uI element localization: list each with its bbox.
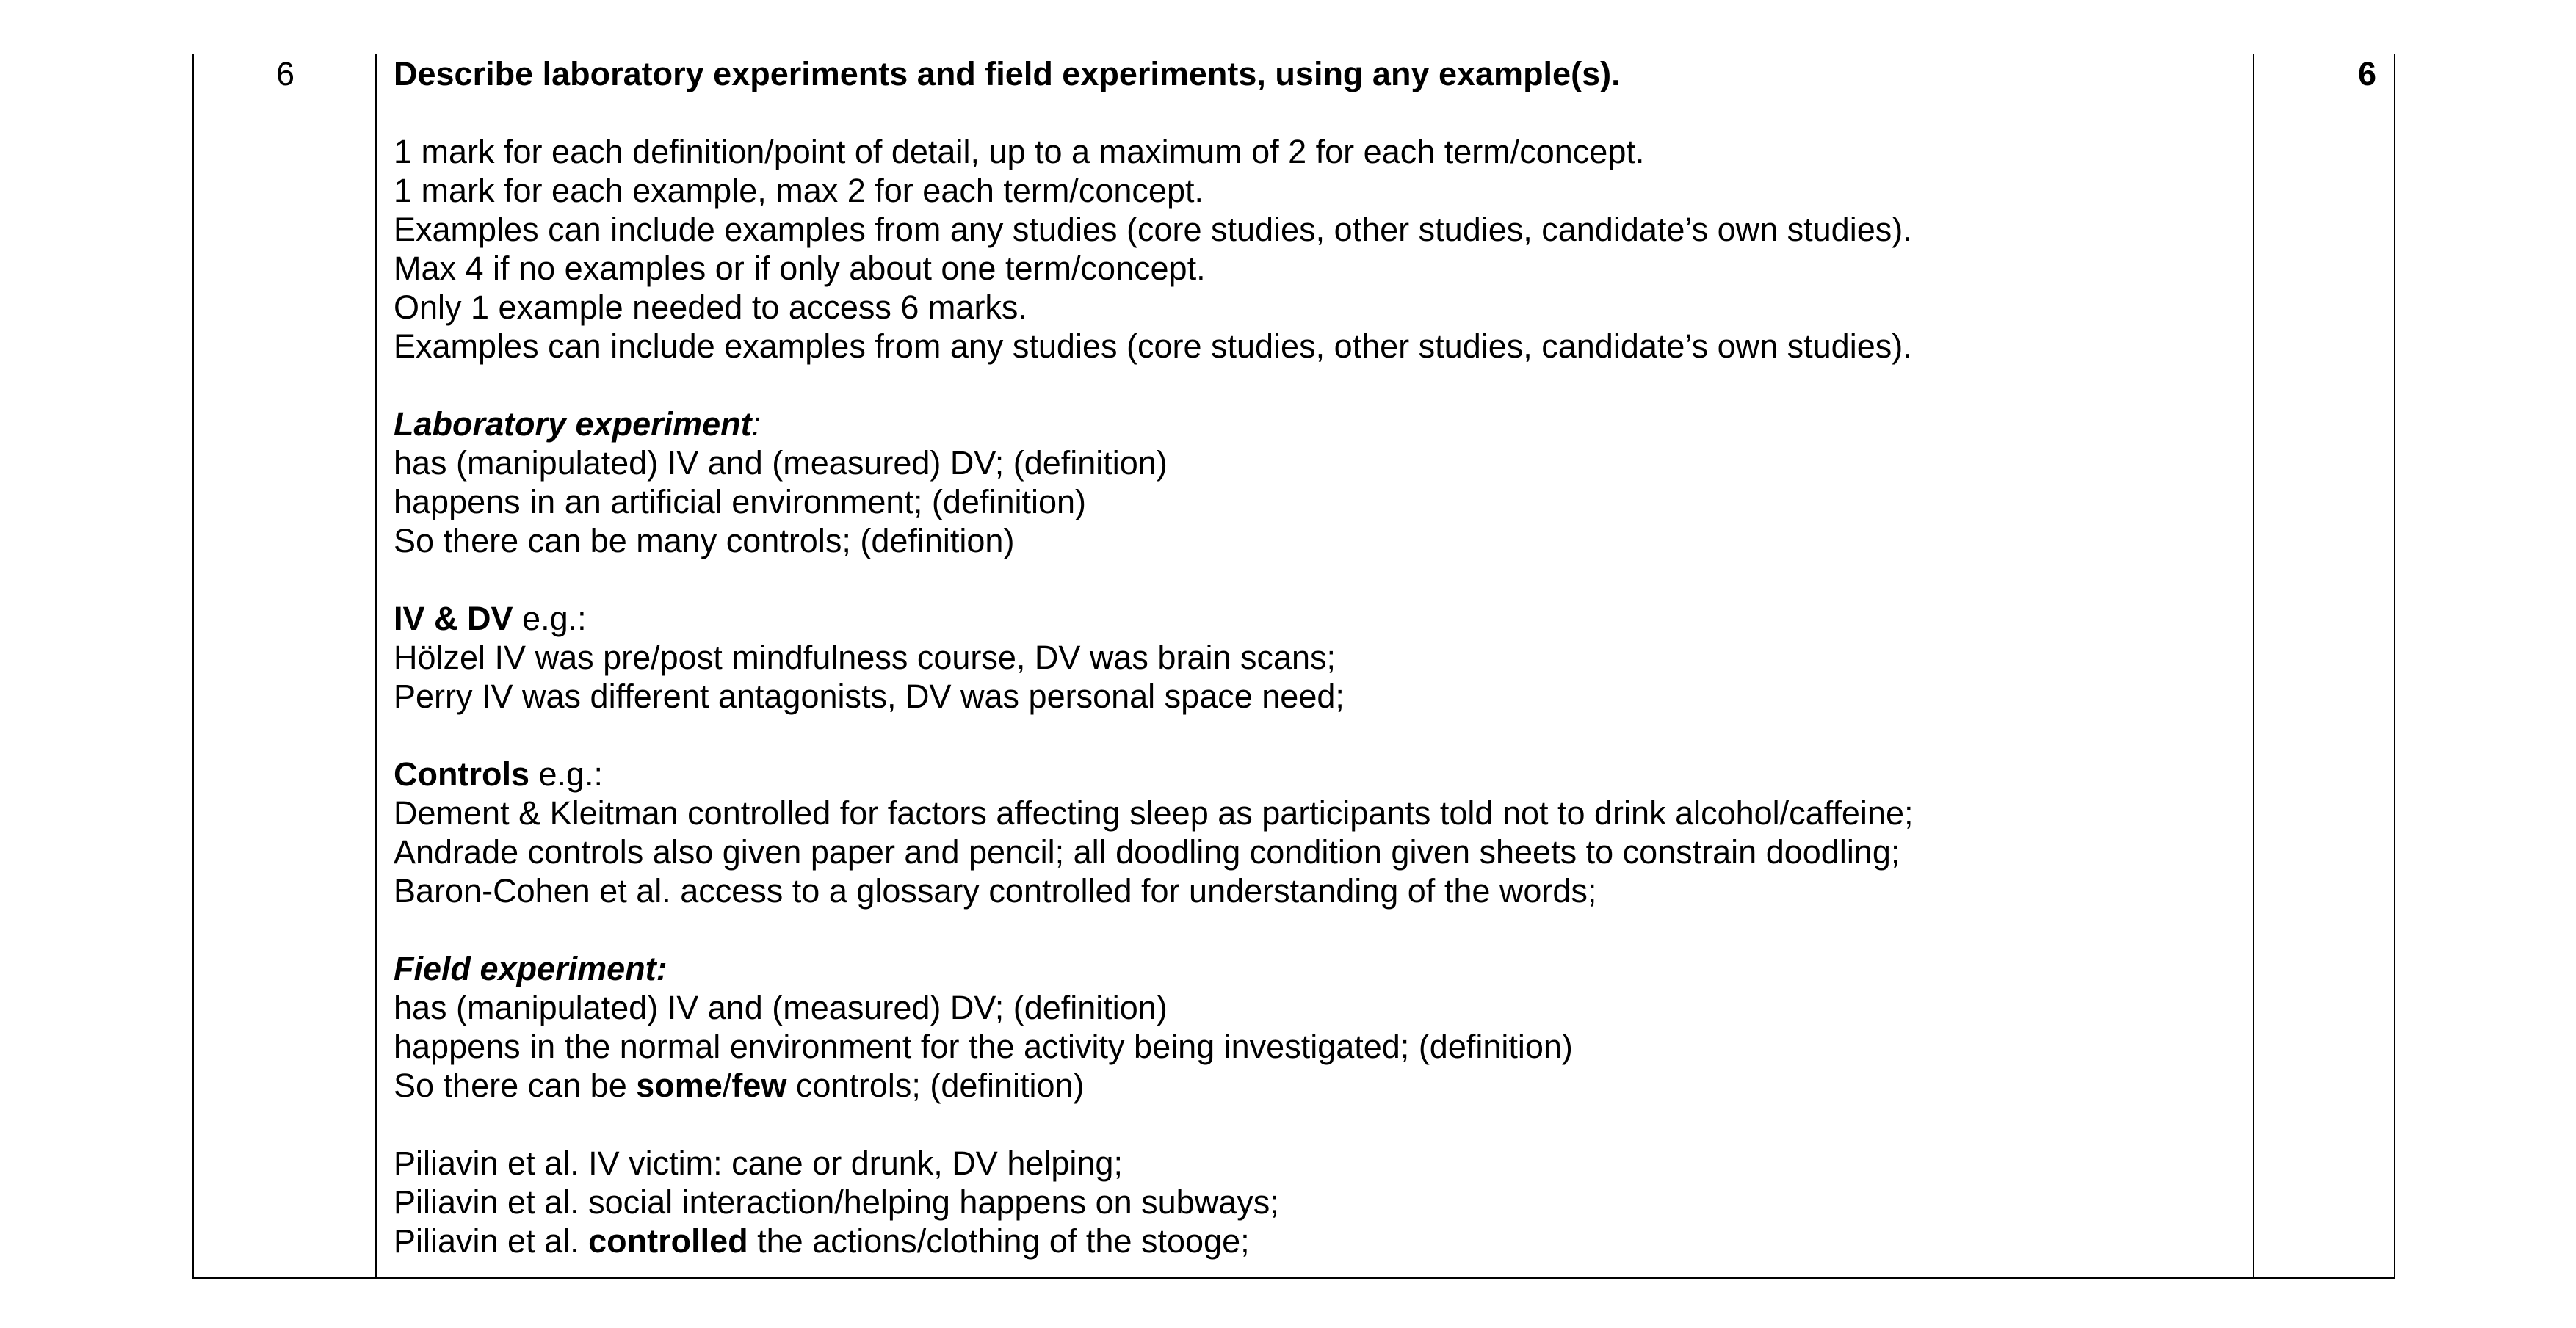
field-experiment-heading: Field experiment: <box>394 950 667 987</box>
lab-experiment-heading-line <box>394 404 2435 443</box>
piliavin-line: Piliavin et al. IV victim: cane or drunk, DV helping; <box>394 1144 1123 1182</box>
iv-dv-heading: IV & DV <box>394 600 513 637</box>
field-line: happens in the normal environment for the activity being investigated; (definition) <box>394 1028 1573 1065</box>
guidance-line: 1 mark for each example, max 2 for each term/concept. <box>394 172 1204 209</box>
column-divider-1 <box>375 54 377 1277</box>
guidance-line: 1 mark for each definition/point of detail, up to a maximum of 2 for each term/concept. <box>394 133 1645 170</box>
guidance-line: Only 1 example needed to access 6 marks. <box>394 289 1027 326</box>
field-controls-few: few <box>731 1067 787 1104</box>
iv-dv-suffix: e.g.: <box>513 600 587 637</box>
guidance-line: Examples can include examples from any studies (core studies, other studies, candidate’s own studies). <box>394 211 1912 248</box>
lab-experiment-colon: : <box>751 405 761 443</box>
question-marks: 6 <box>2357 55 2376 92</box>
piliavin-controlled-post: the actions/clothing of the stooge; <box>748 1222 1250 1260</box>
controls-line: Baron-Cohen et al. access to a glossary controlled for understanding of the words; <box>394 872 1597 910</box>
guidance-line: Max 4 if no examples or if only about one term/concept. <box>394 250 1206 287</box>
piliavin-controlled-bold: controlled <box>588 1222 748 1260</box>
field-controls-line <box>394 1066 2435 1105</box>
piliavin-line: Piliavin et al. social interaction/helping happens on subways; <box>394 1183 1279 1221</box>
iv-dv-line: Hölzel IV was pre/post mindfulness course, DV was brain scans; <box>394 639 1336 676</box>
field-controls-post: controls; (definition) <box>786 1067 1085 1104</box>
controls-heading: Controls <box>394 755 529 793</box>
mark-scheme-table <box>192 54 2395 1279</box>
iv-dv-line: Perry IV was different antagonists, DV was personal space need; <box>394 678 1345 715</box>
question-title: Describe laboratory experiments and field experiments, using any example(s). <box>394 55 1621 92</box>
controls-line: Dement & Kleitman controlled for factors affecting sleep as participants told not to drink alcohol/caffeine; <box>394 794 1914 832</box>
answer-guidance <box>394 54 2435 1260</box>
field-controls-some: some <box>636 1067 723 1104</box>
lab-experiment-heading: Laboratory experiment <box>394 405 752 443</box>
controls-suffix: e.g.: <box>529 755 604 793</box>
question-number: 6 <box>275 55 295 92</box>
piliavin-controlled-line <box>394 1222 2435 1260</box>
field-controls-slash: / <box>722 1067 732 1104</box>
lab-line: happens in an artificial environment; (definition) <box>394 483 1087 520</box>
lab-line: has (manipulated) IV and (measured) DV; (definition) <box>394 444 1168 482</box>
lab-line: So there can be many controls; (definition) <box>394 522 1015 559</box>
controls-line: Andrade controls also given paper and pencil; all doodling condition given sheets to constrain doodling; <box>394 833 1900 871</box>
iv-dv-heading-line <box>394 599 2435 638</box>
field-controls-pre: So there can be <box>394 1067 637 1104</box>
field-line: has (manipulated) IV and (measured) DV; (definition) <box>394 989 1168 1026</box>
controls-heading-line <box>394 755 2435 794</box>
guidance-line: Examples can include examples from any studies (core studies, other studies, candidate’s own studies). <box>394 327 1912 365</box>
piliavin-controlled-pre: Piliavin et al. <box>394 1222 589 1260</box>
